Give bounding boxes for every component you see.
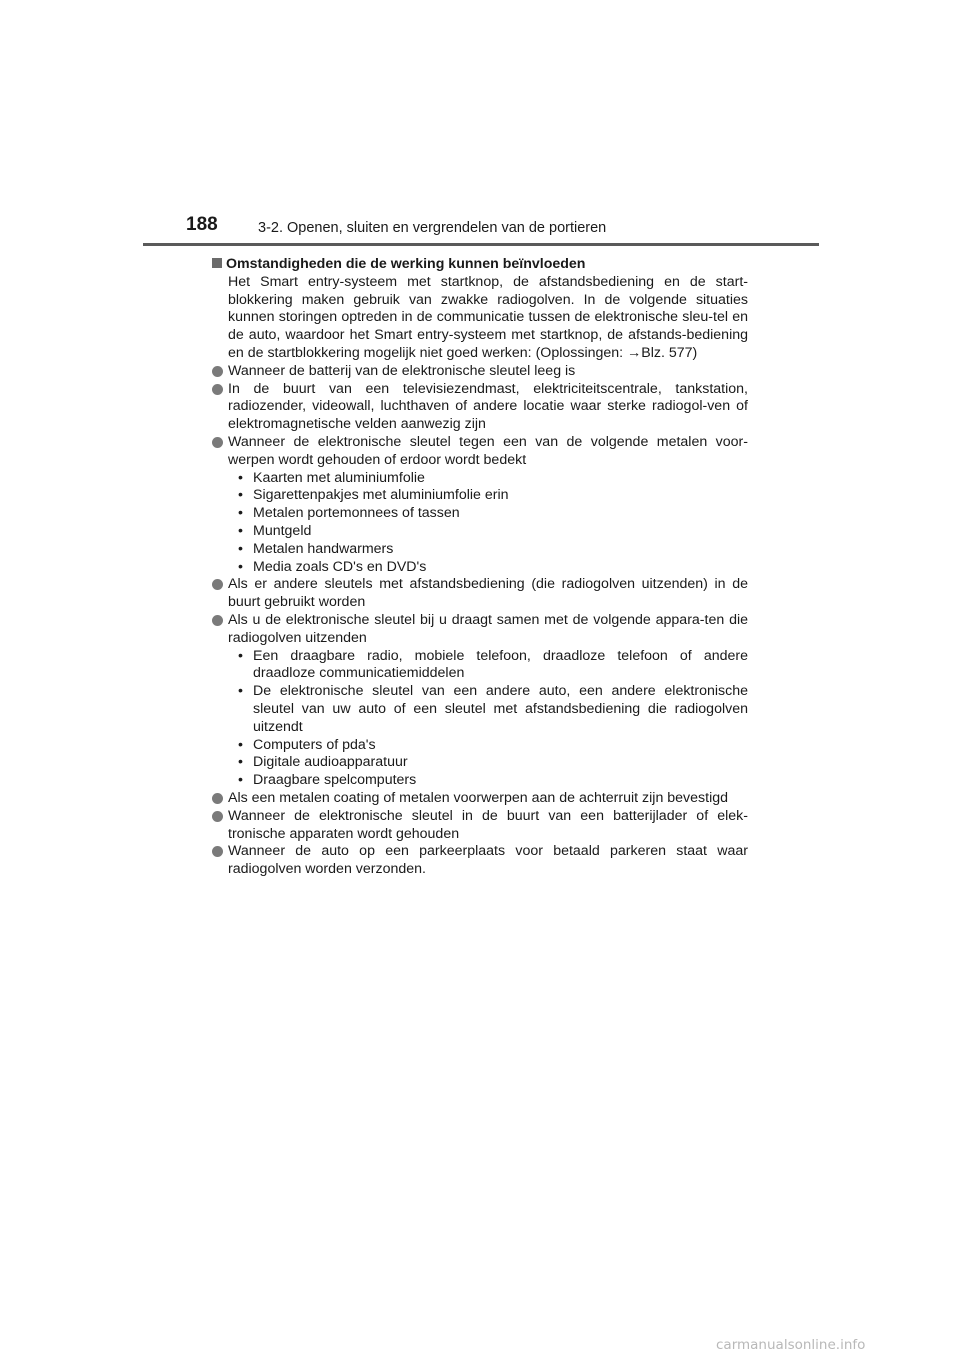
sub-item-text: Digitale audioapparatuur: [253, 754, 408, 771]
sub-item-text: Media zoals CD's en DVD's: [253, 558, 427, 575]
sub-list-item: [228, 648, 748, 684]
bullet-item: [212, 381, 748, 434]
square-bullet-icon: [212, 258, 222, 268]
circle-bullet-icon: [212, 366, 223, 377]
sub-item-text: Muntgeld: [253, 522, 312, 539]
dot-bullet-icon: •: [238, 522, 243, 539]
heading-text: Omstandigheden die de werking kunnen beïnvloeden: [226, 256, 586, 272]
sub-item-text: Draagbare spelcomputers: [253, 772, 417, 789]
sub-list-item: [228, 683, 748, 736]
intro-text: Het Smart entry-systeem met startknop, de afstandsbediening en de start-blokkering maken gebruik van zwakke radiogolven. In de volgende situaties kunnen storingen optreden in de communicatie tussen de elektronische sleu-tel en de auto, waardoor het Smart entry-systeem met startknop, de afstands-bediening en de startblokkering mogelijk niet goed werken: (Oplossingen:: [228, 273, 748, 361]
dot-bullet-icon: •: [238, 505, 243, 522]
sub-list: [228, 470, 748, 577]
page-header: [0, 0, 960, 250]
dot-bullet-icon: •: [238, 558, 243, 575]
bullet-text: In de buurt van een televisiezendmast, elektriciteitscentrale, tankstation, radiozender, videowall, luchthaven of andere locatie waar sterke radiogol-ven of elektromagnetische velden aanwezig zijn: [228, 380, 748, 433]
bullet-text: Als een metalen coating of metalen voorwerpen aan de achterruit zijn bevestigd: [228, 789, 729, 806]
circle-bullet-icon: [212, 615, 223, 626]
circle-bullet-icon: [212, 811, 223, 822]
dot-bullet-icon: •: [238, 736, 243, 753]
dot-bullet-icon: •: [238, 540, 243, 557]
bullet-text: Wanneer de elektronische sleutel tegen een van de volgende metalen voor-werpen wordt gehouden of erdoor wordt bedekt: [228, 433, 748, 468]
bullet-item: [212, 434, 748, 576]
intro-paragraph: [228, 274, 748, 363]
circle-bullet-icon: [212, 793, 223, 804]
header-divider: [143, 243, 819, 246]
circle-bullet-icon: [212, 579, 223, 590]
bullet-item: [212, 843, 748, 879]
bullet-text: Als u de elektronische sleutel bij u draagt samen met de volgende appara-ten die radiogolven uitzenden: [228, 611, 748, 646]
bullet-item: [212, 790, 748, 808]
bullet-body: [228, 576, 748, 612]
dot-bullet-icon: •: [238, 683, 243, 700]
bullet-body: [228, 808, 748, 844]
bullet-item: [212, 612, 748, 790]
sub-list-item: [228, 559, 748, 577]
bullet-item: [212, 363, 748, 381]
sub-item-text: De elektronische sleutel van een andere auto, een andere elektronische sleutel van uw auto of een sleutel met afstandsbediening die radiogolven uitzendt: [253, 683, 748, 735]
bullet-text: Als er andere sleutels met afstandsbediening (die radiogolven uitzenden) in de buurt gebruikt worden: [228, 576, 748, 611]
sub-item-text: Kaarten met aluminiumfolie: [253, 469, 425, 486]
circle-bullet-icon: [212, 384, 223, 395]
watermark: carmanualsonline.info: [716, 1337, 866, 1353]
sub-item-text: Metalen portemonnees of tassen: [253, 505, 460, 522]
circle-bullet-icon: [212, 846, 223, 857]
section-heading: [212, 256, 748, 274]
circle-bullet-icon: [212, 437, 223, 448]
sub-item-text: Computers of pda's: [253, 736, 376, 753]
bullet-body: [228, 843, 748, 879]
bullet-body: [228, 363, 748, 381]
bullet-item: [212, 808, 748, 844]
sub-list-item: [228, 737, 748, 755]
sub-list: [228, 648, 748, 790]
sub-list-item: [228, 772, 748, 790]
bullet-body: [228, 381, 748, 434]
dot-bullet-icon: •: [238, 772, 243, 789]
bullet-text: Wanneer de auto op een parkeerplaats voor betaald parkeren staat waar radiogolven worden verzonden.: [228, 843, 748, 878]
section-title: 3-2. Openen, sluiten en vergrendelen van de portieren: [258, 220, 607, 236]
sub-list-item: [228, 541, 748, 559]
dot-bullet-icon: •: [238, 487, 243, 504]
page-number: 188: [186, 214, 218, 235]
sub-list-item: [228, 487, 748, 505]
sub-item-text: Sigarettenpakjes met aluminiumfolie erin: [253, 487, 509, 504]
arrow-icon: →: [627, 344, 642, 361]
dot-bullet-icon: •: [238, 754, 243, 771]
page-reference-link[interactable]: Blz. 577): [641, 344, 698, 361]
sub-list-item: [228, 505, 748, 523]
bullet-body: [228, 434, 748, 576]
bullet-item: [212, 576, 748, 612]
bullet-body: [228, 790, 748, 808]
bullet-list: [212, 363, 748, 879]
bullet-text: Wanneer de elektronische sleutel in de buurt van een batterijlader of elek-tronische apparaten wordt gehouden: [228, 807, 748, 842]
bullet-text: Wanneer de batterij van de elektronische sleutel leeg is: [228, 362, 576, 379]
sub-list-item: [228, 470, 748, 488]
dot-bullet-icon: •: [238, 469, 243, 486]
sub-item-text: Een draagbare radio, mobiele telefoon, draadloze telefoon of andere draadloze communicatiemiddelen: [253, 647, 748, 682]
sub-item-text: Metalen handwarmers: [253, 540, 394, 557]
sub-list-item: [228, 754, 748, 772]
sub-list-item: [228, 523, 748, 541]
bullet-body: [228, 612, 748, 790]
dot-bullet-icon: •: [238, 647, 243, 664]
main-content: [212, 256, 748, 879]
